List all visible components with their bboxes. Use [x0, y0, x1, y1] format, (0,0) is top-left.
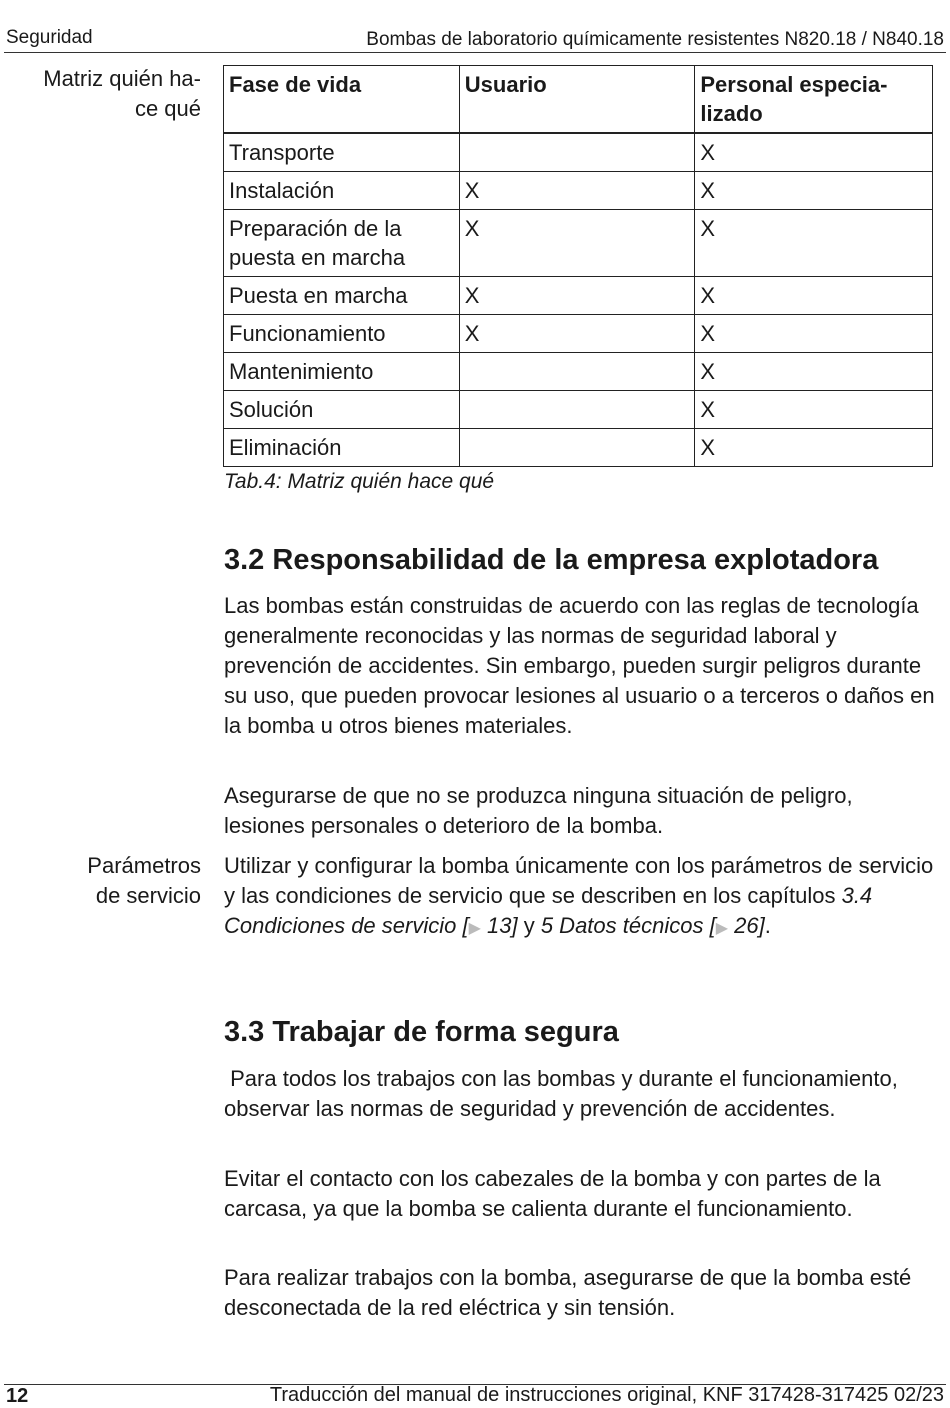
cell-specialist: X [695, 210, 933, 277]
page-arrow-icon: ▶ [468, 920, 481, 937]
margin-note-line: Parámetros [87, 853, 201, 878]
cross-reference-title: 3.4 Condiciones de servicio [ [224, 883, 873, 938]
cell-phase: Mantenimiento [224, 353, 460, 391]
cell-specialist: X [695, 133, 933, 172]
cell-specialist: X [695, 429, 933, 467]
section-heading-safe-work: 3.3 Trabajar de forma segura [224, 1016, 619, 1048]
paragraph-operating-parameters [224, 851, 936, 944]
paragraph-text: Utilizar y configurar la bomba únicamente con los parámetros de servicio y las condiciones de servicio que se describen en los capítulos [224, 853, 934, 908]
table-row [224, 429, 933, 467]
cell-user: X [459, 172, 695, 210]
section-heading-responsibility: 3.2 Responsabilidad de la empresa explotadora [224, 544, 879, 576]
cell-user [459, 391, 695, 429]
cell-user [459, 133, 695, 172]
margin-note-params [1, 851, 201, 911]
margin-note-matrix [1, 64, 201, 124]
paragraph-text: . [764, 913, 771, 938]
cell-user: X [459, 277, 695, 315]
column-header-phase: Fase de vida [224, 66, 460, 134]
cell-specialist: X [695, 277, 933, 315]
table-row [224, 391, 933, 429]
cell-phase: Preparación de la puesta en marcha [224, 210, 460, 277]
cell-phase: Funcionamiento [224, 315, 460, 353]
table-row [224, 277, 933, 315]
cell-user [459, 429, 695, 467]
cell-specialist: X [695, 172, 933, 210]
page-arrow-icon: ▶ [715, 920, 729, 937]
table-row [224, 172, 933, 210]
paragraph: Evitar el contacto con los cabezales de la bomba y con partes de la carcasa, ya que la bomba se calienta durante el funcionamiento. [224, 1166, 881, 1221]
margin-note-line: de servicio [95, 883, 201, 908]
footer-text: Traducción del manual de instrucciones original, KNF 317428-317425 02/23 [269, 1384, 944, 1406]
cell-phase: Transporte [224, 133, 460, 172]
header-title: Bombas de laboratorio químicamente resistentes N820.18 / N840.18 [366, 29, 944, 50]
paragraph: Las bombas están construidas de acuerdo con las reglas de tecnología generalmente reconocidas y las normas de seguridad laboral y prevención de accidentes. Sin embargo, pueden surgir peligros durante su uso, que pueden provocar lesiones al usuario o a terceros o daños en la bomba u otros bienes materiales. [224, 593, 935, 738]
table-header-row [224, 66, 933, 134]
responsibility-matrix-table [223, 65, 933, 467]
cell-specialist: X [695, 353, 933, 391]
table-row [224, 315, 933, 353]
column-header-specialist: Personal especia-lizado [695, 66, 933, 134]
cross-reference-page: 26] [728, 913, 765, 938]
page-number: 12 [6, 1385, 29, 1407]
table-row [224, 133, 933, 172]
cell-phase: Eliminación [224, 429, 460, 467]
cell-phase: Puesta en marcha [224, 277, 460, 315]
cross-reference-link[interactable] [541, 913, 765, 938]
table-row [224, 353, 933, 391]
table-row [224, 210, 933, 277]
paragraph: Para realizar trabajos con la bomba, asegurarse de que la bomba esté desconectada de la red eléctrica y sin tensión. [224, 1265, 912, 1320]
cross-reference-title: 5 Datos técnicos [ [540, 913, 716, 938]
paragraph: Asegurarse de que no se produzca ninguna situación de peligro, lesiones personales o deterioro de la bomba. [224, 783, 853, 838]
cell-specialist: X [695, 315, 933, 353]
column-header-user: Usuario [459, 66, 695, 134]
cross-reference-page: 13] [480, 913, 518, 938]
paragraph-text: y [517, 913, 541, 938]
cell-specialist: X [695, 391, 933, 429]
header-section: Seguridad [6, 27, 93, 48]
cell-phase: Instalación [224, 172, 460, 210]
cell-user [459, 353, 695, 391]
cell-phase: Solución [224, 391, 460, 429]
margin-note-line: ce qué [134, 96, 201, 121]
cell-user: X [459, 210, 695, 277]
header-divider [4, 52, 946, 53]
paragraph: Para todos los trabajos con las bombas y durante el funcionamiento, observar las normas de seguridad y prevención de accidentes. [224, 1066, 904, 1121]
cell-user: X [459, 315, 695, 353]
margin-note-line: Matriz quién ha- [43, 66, 201, 91]
table-caption: Tab.4: Matriz quién hace qué [224, 470, 495, 493]
